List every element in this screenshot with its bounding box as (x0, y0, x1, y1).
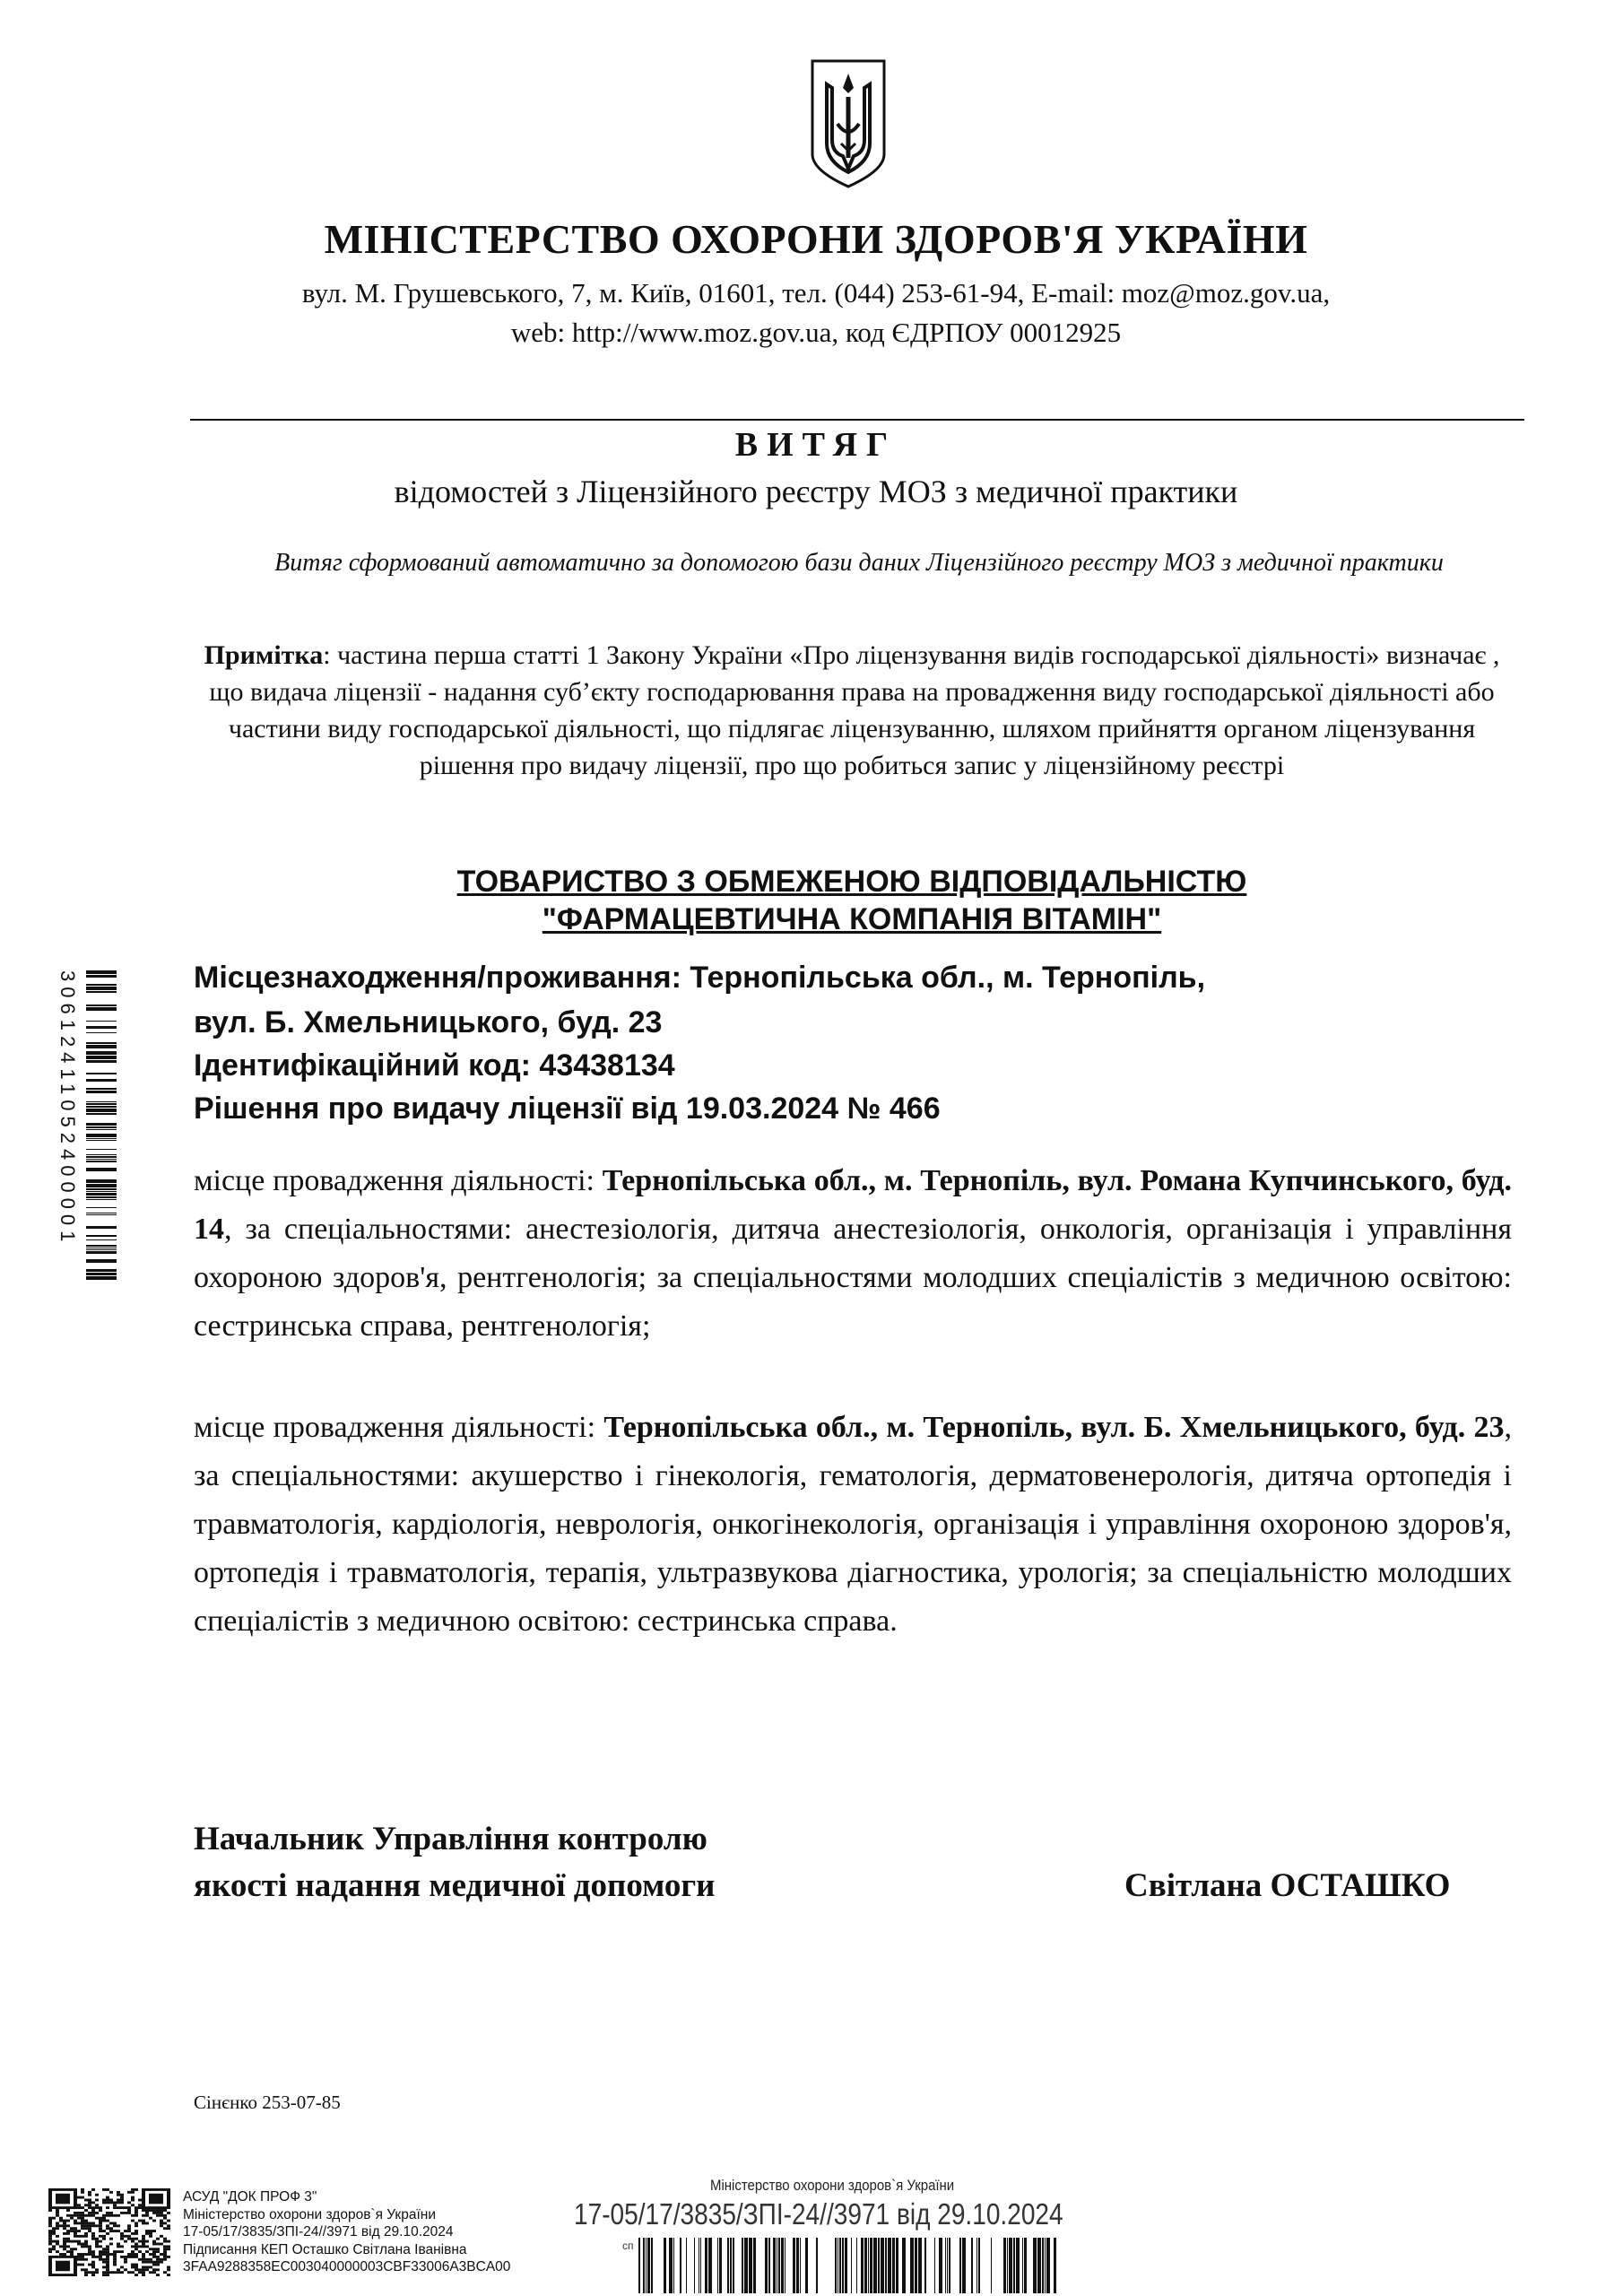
activity-details: , за спеціальностями: акушерство і гінекологія, гематологія, дерматовенерологія, дитяча ортопедія і травматологія, кардіологія, неврологія, онкогінекологія, організація і управління охороною здоров'я, ортопедія і травматологія, терапія, ультразвукова діагностика, урологія; за спеціальністю молодших спеціалістів з медичною освітою: сестринська справа. (194, 1411, 1512, 1638)
registration-stamp-org: Міністерство охорони здоров`я України (710, 2177, 955, 2194)
auto-generated-note: Витяг сформований автоматично за допомогою бази даних Ліцензійного реєстру МОЗ з медичної практики (274, 549, 1444, 577)
asud-line: 3FAA9288358EC003040000003CBF33006A3BCA00 (183, 2259, 511, 2274)
extract-subtitle: відомостей з Ліцензійного реєстру МОЗ з медичної практики (394, 474, 1238, 509)
qr-code-icon (48, 2188, 170, 2276)
extract-title: ВИТЯГ (734, 426, 898, 464)
legal-note (188, 637, 1515, 784)
ministry-name: МІНІСТЕРСТВО ОХОРОНИ ЗДОРОВ'Я УКРАЇНИ (324, 216, 1308, 262)
activity-place: Тернопільська обл., м. Тернопіль, вул. Б. Хмельницького, буд. 23 (603, 1411, 1505, 1444)
company-location-line1: Місцезнаходження/проживання: Тернопільська обл., м. Тернопіль, (194, 961, 1206, 995)
signatory-position (194, 1816, 715, 1909)
trident-emblem-icon (807, 57, 890, 190)
note-label: Примітка (204, 640, 324, 670)
registration-stamp-mark: сп (622, 2239, 634, 2252)
company-name-line2: "ФАРМАЦЕВТИЧНА КОМПАНІЯ ВІТАМІН" (542, 902, 1162, 936)
activity-prefix: місце провадження діяльності: (194, 1411, 604, 1444)
registration-stamp-number: 17-05/17/3835/ЗПІ-24//3971 від 29.10.2024 (574, 2197, 1063, 2231)
side-barcode-digits (57, 970, 79, 1293)
activity-place: Тернопільська обл., м. Тернопіль, вул. Романа Купчинського, буд. 14 (194, 1164, 1512, 1246)
signatory-name: Світлана ОСТАШКО (1124, 1867, 1451, 1904)
company-name-line1: ТОВАРИСТВО З ОБМЕЖЕНОЮ ВІДПОВІДАЛЬНІСТЮ (456, 865, 1247, 899)
registration-barcode-icon (638, 2238, 1060, 2293)
asud-line: АСУД "ДОК ПРОФ 3" (183, 2189, 317, 2205)
signatory-position-line2: якості надання медичної допомоги (194, 1867, 716, 1904)
company-id-code: Ідентифікаційний код: 43438134 (194, 1048, 675, 1083)
license-decision: Рішення про видачу ліцензії від 19.03.2024 № 466 (194, 1091, 941, 1126)
asud-signature-block (183, 2188, 510, 2276)
activity-prefix: місце провадження діяльності: (194, 1164, 603, 1197)
company-name (188, 863, 1515, 938)
activity-details: , за спеціальностями: анестезіологія, дитяча анестезіологія, онкологія, організація і управління охороною здоров'я, рентгенологія; за спеціальностями молодших спеціалістів з медичною освітою: сестринська справа, рентгенологія; (194, 1213, 1512, 1343)
side-barcode-number: 30612411052400001 (56, 970, 79, 1248)
ministry-address: вул. М. Грушевського, 7, м. Київ, 01601, тел. (044) 253-61-94, E-mail: moz@moz.gov.ua, (301, 277, 1331, 309)
asud-line: Міністерство охорони здоров`я України (183, 2206, 436, 2222)
executor-contact: Сінєнко 253-07-85 (194, 2092, 341, 2113)
activity-place-1 (194, 1157, 1512, 1351)
activity-place-2 (194, 1404, 1512, 1646)
note-text: : частина перша статті 1 Закону України «Про ліцензування видів господарської діяльності» визначає , що видача ліцензії - надання суб’єкту господарювання права на провадження виду господарської діяльності або частини виду господарської діяльності, що підлягає ліцензуванню, шляхом прийняття органом ліцензування рішення про видачу ліцензії, про що робиться запис у ліцензійному реєстрі (209, 640, 1500, 780)
side-barcode-icon (86, 970, 117, 1293)
header-divider (190, 419, 1524, 421)
company-location-line2: вул. Б. Хмельницького, буд. 23 (194, 1005, 663, 1039)
asud-line: 17-05/17/3835/ЗПІ-24//3971 від 29.10.2024 (183, 2224, 454, 2239)
ministry-web: web: http://www.moz.gov.ua, код ЄДРПОУ 00012925 (510, 317, 1122, 348)
signatory-position-line1: Начальник Управління контролю (194, 1821, 707, 1857)
asud-line: Підписання КЕП Осташко Світлана Іванівна (183, 2241, 467, 2257)
